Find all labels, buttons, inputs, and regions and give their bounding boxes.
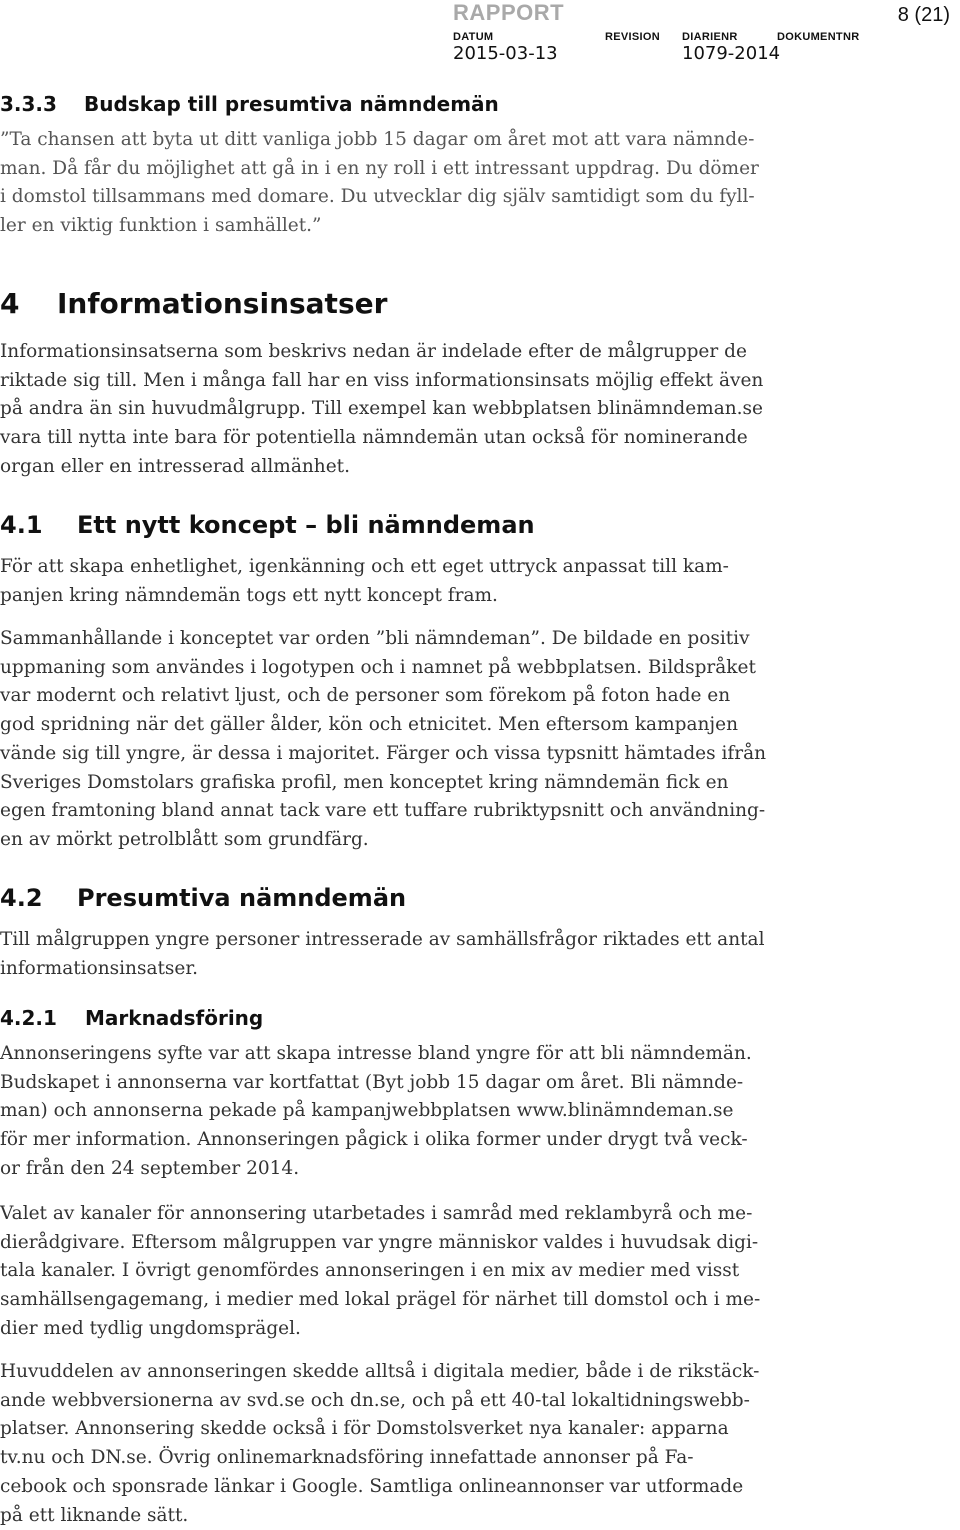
text-line: vara till nytta inte bara för potentiella nämndemän utan också för nominerande	[0, 427, 748, 449]
text-line: tv.nu och DN.se. Övrig onlinemarknadsföring innefattade annonser på Fa-	[0, 1447, 694, 1469]
text-line: Annonseringens syfte var att skapa intresse bland yngre för att bli nämndemän.	[0, 1043, 752, 1064]
text-line: dierådgivare. Eftersom målgruppen var yngre människor valdes i huvudsak digi-	[0, 1231, 759, 1253]
text-line: tala kanaler. I övrigt genomfördes annonseringen i en mix av medier med visst	[0, 1260, 740, 1282]
text-line: Sammanhållande i konceptet var orden ”bli nämndeman”. De bildade en positiv	[0, 628, 750, 649]
text-line: vände sig till yngre, är dessa i majoritet. Färger och vissa typsnitt hämtades ifrån	[0, 742, 767, 764]
datum-value: 2015-03-13	[453, 43, 558, 64]
quote-paragraph	[0, 126, 800, 241]
heading-title: Budskap till presumtiva nämndemän	[84, 92, 499, 116]
heading-number: 4	[0, 287, 20, 320]
paragraph-4-2	[0, 926, 800, 983]
text-line: or från den 24 september 2014.	[0, 1157, 300, 1179]
heading-4-2-1	[0, 1006, 263, 1030]
paragraph-4-1-b	[0, 625, 800, 855]
heading-number: 4.1	[0, 511, 43, 539]
document-type: RAPPORT	[453, 0, 565, 25]
text-line: en av mörkt petrolblått som grundfärg.	[0, 828, 369, 850]
text-line: var modernt och relativt ljust, och de personer som förekom på foton hade en	[0, 685, 731, 707]
heading-title: Presumtiva nämndemän	[77, 884, 407, 912]
page-number: 8 (21)	[897, 4, 950, 26]
text-line: För att skapa enhetlighet, igenkänning och ett eget uttryck anpassat till kam-	[0, 556, 729, 577]
heading-number: 3.3.3	[0, 92, 57, 116]
text-line: organ eller en intresserad allmänhet.	[0, 455, 350, 477]
datum-label: DATUM	[453, 31, 494, 43]
text-line: på ett liknande sätt.	[0, 1504, 189, 1526]
heading-number: 4.2.1	[0, 1006, 57, 1030]
text-line: Budskapet i annonserna var kortfattat (Byt jobb 15 dagar om året. Bli nämnde-	[0, 1071, 744, 1093]
text-line: för mer information. Annonseringen pågick i olika former under drygt två veck-	[0, 1129, 748, 1151]
text-line: man) och annonserna pekade på kampanjwebbplatsen www.blinämndeman.se	[0, 1100, 734, 1122]
diarienr-label: DIARIENR	[682, 31, 738, 43]
heading-3-3-3	[0, 92, 499, 116]
text-line: informationsinsatser.	[0, 957, 199, 979]
dokumentnr-label: DOKUMENTNR	[777, 31, 860, 43]
paragraph-4-intro	[0, 338, 800, 482]
text-line: cebook och sponsrade länkar i Google. Samtliga onlineannonser var utformade	[0, 1475, 744, 1497]
paragraph-4-2-1-b	[0, 1200, 800, 1344]
diarienr-value: 1079-2014	[682, 43, 781, 64]
text-line: i domstol tillsammans med domare. Du utvecklar dig själv samtidigt som du fyll-	[0, 186, 755, 208]
heading-4	[0, 287, 387, 320]
heading-title: Ett nytt koncept – bli nämndeman	[77, 511, 535, 539]
text-line: man. Då får du möjlighet att gå in i en ny roll i ett intressant uppdrag. Du dömer	[0, 157, 759, 179]
paragraph-4-2-1-a	[0, 1040, 800, 1184]
paragraph-4-2-1-c	[0, 1358, 800, 1530]
heading-number: 4.2	[0, 884, 43, 912]
text-line: uppmaning som användes i logotypen och i namnet på webbplatsen. Bildspråket	[0, 656, 756, 678]
heading-4-2	[0, 884, 406, 912]
text-line: ”Ta chansen att byta ut ditt vanliga jobb 15 dagar om året mot att vara nämnde-	[0, 129, 755, 150]
text-line: Huvuddelen av annonseringen skedde alltså i digitala medier, både i de rikstäck-	[0, 1361, 760, 1382]
text-line: samhällsengagemang, i medier med lokal prägel för närhet till domstol och i me-	[0, 1289, 761, 1311]
text-line: Till målgruppen yngre personer intresserade av samhällsfrågor riktades ett antal	[0, 929, 765, 950]
text-line: Sveriges Domstolars grafiska profil, men konceptet kring nämndemän fick en	[0, 771, 729, 793]
text-line: platser. Annonsering skedde också i för Domstolsverket nya kanaler: apparna	[0, 1418, 729, 1440]
text-line: god spridning när det gäller ålder, kön och etnicitet. Men eftersom kampanjen	[0, 714, 739, 736]
text-line: dier med tydlig ungdomsprägel.	[0, 1317, 301, 1339]
text-line: panjen kring nämndemän togs ett nytt koncept fram.	[0, 584, 498, 606]
heading-title: Marknadsföring	[85, 1006, 264, 1030]
paragraph-4-1-a	[0, 553, 800, 610]
text-line: ler en viktig funktion i samhället.”	[0, 215, 322, 237]
text-line: Valet av kanaler för annonsering utarbetades i samråd med reklambyrå och me-	[0, 1203, 753, 1224]
heading-4-1	[0, 511, 535, 539]
text-line: på andra än sin huvudmålgrupp. Till exempel kan webbplatsen blinämndeman.se	[0, 398, 763, 420]
text-line: Informationsinsatserna som beskrivs nedan är indelade efter de målgrupper de	[0, 341, 747, 362]
text-line: riktade sig till. Men i många fall har en viss informationsinsats möjlig effekt även	[0, 369, 764, 391]
text-line: egen framtoning bland annat tack vare ett tuffare rubriktypsnitt och användning-	[0, 800, 766, 822]
text-line: ande webbversionerna av svd.se och dn.se, och på ett 40-tal lokaltidningswebb-	[0, 1389, 750, 1411]
revision-label: REVISION	[605, 31, 660, 43]
heading-title: Informationsinsatser	[57, 287, 388, 320]
